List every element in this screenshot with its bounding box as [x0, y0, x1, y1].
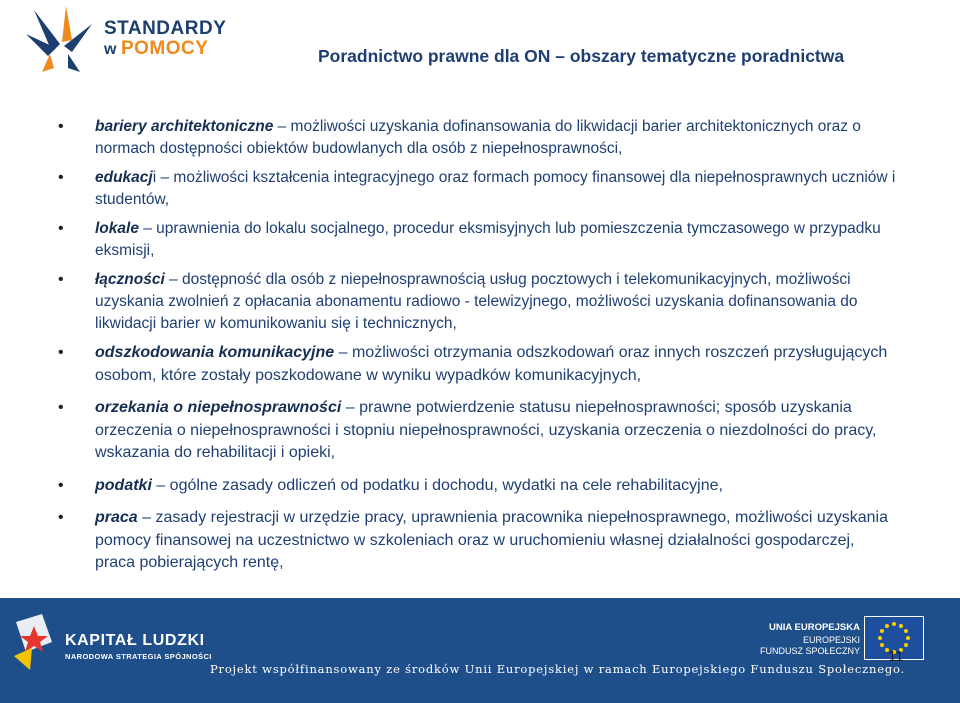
kapital-ludzki-logo-icon — [12, 612, 58, 672]
logo-line1: STANDARDY — [104, 18, 227, 39]
ue-line3: FUNDUSZ SPOŁECZNY — [759, 646, 860, 656]
page-number: 11 — [888, 648, 904, 665]
item-term: praca — [95, 509, 138, 526]
item-text: i – możliwości kształcenia integracyjnego oraz formach pomocy finansowej dla niepełnosprawnych uczniów i studentów, — [95, 169, 896, 208]
item-text: – zasady rejestracji w urzędzie pracy, uprawnienia pracownika niepełnosprawnego, możliwości uzyskania pomocy finansowej na uczestnictwo w szkoleniach oraz w uruchomieniu własnej działalności gospodarczej, praca pobierających rentę, — [95, 509, 888, 571]
list-item — [58, 167, 898, 211]
list-item — [58, 342, 898, 387]
item-text: – uprawnienia do lokalu socjalnego, procedur eksmisyjnych lub pomieszczenia tymczasowego w przypadku eksmisji, — [95, 220, 881, 259]
ue-line2: EUROPEJSKI — [802, 635, 860, 645]
slide-header — [0, 0, 960, 90]
item-text: – możliwości otrzymania odszkodowań oraz innych roszczeń przysługujących osobom, które zostały poszkodowane w wyniku wypadków komunikacyjnych, — [95, 344, 888, 384]
slide-footer — [0, 598, 960, 703]
item-term: łączności — [95, 271, 165, 288]
logo-pomocy: POMOCY — [120, 38, 209, 59]
standardy-logo — [22, 4, 242, 78]
bullet-icon: • — [58, 220, 64, 237]
bullet-icon: • — [58, 399, 64, 416]
bullet-icon: • — [58, 476, 64, 494]
list-item — [58, 507, 898, 575]
logo-w: w — [104, 41, 117, 58]
item-text: – ogólne zasady odliczeń od podatku i dochodu, wydatki na cele rehabilitacyjne, — [151, 476, 723, 494]
list-item — [58, 475, 898, 498]
list-item — [58, 397, 898, 465]
list-item — [58, 269, 898, 335]
bullet-icon: • — [58, 271, 64, 288]
logo-line2 — [104, 38, 208, 60]
project-funding-note: Projekt współfinansowany ze środków Unii Europejskiej w ramach Europejskiego Funduszu Społecznego. — [210, 662, 905, 676]
item-term: lokale — [95, 220, 139, 237]
bullet-icon: • — [58, 344, 64, 361]
slide-title: Poradnictwo prawne dla ON – obszary tematyczne poradnictwa — [318, 46, 845, 66]
item-term: orzekania o niepełnosprawności — [95, 399, 342, 416]
item-term: podatki — [95, 476, 152, 494]
kapital-ludzki-subtitle: NARODOWA STRATEGIA SPÓJNOŚCI — [65, 652, 212, 661]
item-text: – prawne potwierdzenie statusu niepełnosprawności; sposób uzyskania orzeczenia o niepełnosprawności i stopniu niepełnosprawności, uzyskania orzeczenia o niezdolności do pracy, wskazania do rehabilitacji i opieki, — [95, 399, 877, 461]
list-item — [58, 116, 898, 160]
figure-icon — [22, 4, 96, 74]
kapital-ludzki-title: KAPITAŁ LUDZKI — [65, 632, 205, 649]
list-item — [58, 218, 898, 262]
item-text: – dostępność dla osób z niepełnosprawnością usług pocztowych i telekomunikacyjnych, możliwości uzyskania zwolnień z opłacania abonamentu radiowo - telewizyjnego, możliwości uzyskania dofinansowania do likwidacji barier w komunikowaniu się i technicznych, — [95, 271, 858, 332]
item-term: bariery architektoniczne — [95, 118, 274, 135]
bullet-icon: • — [58, 509, 64, 526]
item-term: edukacj — [95, 169, 153, 186]
bullet-icon: • — [58, 118, 64, 135]
item-term: odszkodowania komunikacyjne — [95, 344, 335, 361]
bullet-list — [58, 116, 898, 585]
item-text: – możliwości uzyskania dofinansowania do likwidacji barier architektonicznych oraz o normach dostępności obiektów budowlanych dla osób z niepełnosprawności, — [95, 118, 861, 157]
bullet-icon: • — [58, 169, 64, 186]
ue-line1: UNIA EUROPEJSKA — [769, 622, 860, 633]
